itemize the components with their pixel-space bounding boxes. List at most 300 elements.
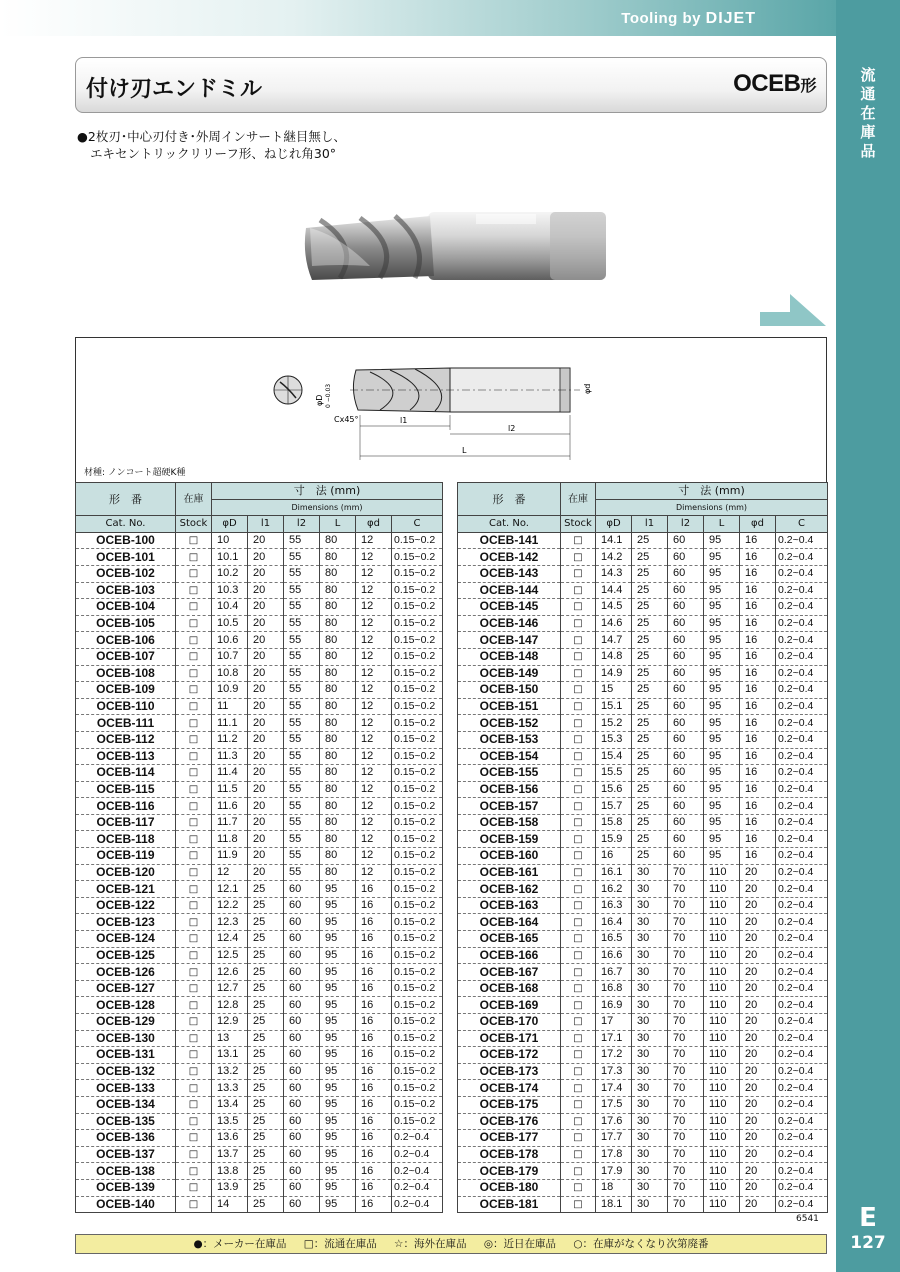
dim-l1: 30: [632, 1063, 668, 1080]
table-row: [458, 1146, 828, 1163]
cat-no: OCEB-148: [458, 648, 561, 665]
dim-l2: 70: [668, 1130, 704, 1147]
table-row: [76, 997, 443, 1014]
dim-L: 95: [704, 615, 740, 632]
dim-l1: 20: [248, 781, 284, 798]
stock-mark: □: [561, 1196, 596, 1213]
cat-no: OCEB-144: [458, 582, 561, 599]
dim-l2: 60: [284, 997, 320, 1014]
table-row: [458, 698, 828, 715]
l1-label: l1: [400, 416, 408, 425]
dim-l1: 30: [632, 897, 668, 914]
stock-mark: □: [561, 881, 596, 898]
stock-mark: □: [176, 881, 212, 898]
dim-D: 12.6: [212, 964, 248, 981]
dim-l1: 30: [632, 997, 668, 1014]
dim-l2: 70: [668, 1163, 704, 1180]
dim-C: 0.2~0.4: [776, 814, 828, 831]
dim-l2: 55: [284, 748, 320, 765]
dim-C: 0.15~0.2: [392, 1014, 443, 1031]
dim-l2: 60: [668, 682, 704, 699]
dim-D: 16.3: [596, 897, 632, 914]
dim-C: 0.2~0.4: [776, 1146, 828, 1163]
dim-D: 15: [596, 682, 632, 699]
dim-l2: 55: [284, 698, 320, 715]
dim-d: 16: [356, 931, 392, 948]
stock-mark: □: [176, 665, 212, 682]
cat-no: OCEB-152: [458, 715, 561, 732]
dim-l2: 60: [284, 1113, 320, 1130]
cat-no: OCEB-136: [76, 1130, 176, 1147]
stock-mark: □: [561, 947, 596, 964]
dim-l2: 60: [668, 648, 704, 665]
table-row: [458, 881, 828, 898]
stock-mark: □: [561, 715, 596, 732]
stock-mark: □: [176, 1179, 212, 1196]
dim-l1: 25: [632, 798, 668, 815]
dim-L: 95: [320, 1163, 356, 1180]
table-row: [76, 715, 443, 732]
cat-no: OCEB-134: [76, 1096, 176, 1113]
dim-D: 11: [212, 698, 248, 715]
dim-C: 0.15~0.2: [392, 814, 443, 831]
dim-l2: 60: [284, 1063, 320, 1080]
dim-D: 12.7: [212, 980, 248, 997]
stock-mark: □: [561, 731, 596, 748]
table-row: [458, 897, 828, 914]
dim-l1: 30: [632, 1163, 668, 1180]
dim-d: 16: [740, 665, 776, 682]
table-row: [76, 914, 443, 931]
dim-l1: 25: [632, 814, 668, 831]
dim-C: 0.2~0.4: [776, 731, 828, 748]
dim-D: 10.6: [212, 632, 248, 649]
dim-C: 0.2~0.4: [776, 1130, 828, 1147]
dim-l2: 55: [284, 565, 320, 582]
stock-mark: □: [176, 682, 212, 699]
stock-mark: □: [176, 814, 212, 831]
dim-C: 0.15~0.2: [392, 615, 443, 632]
table-row: [76, 964, 443, 981]
dim-d: 16: [356, 1047, 392, 1064]
dim-L: 80: [320, 549, 356, 566]
dim-D: 12.1: [212, 881, 248, 898]
stock-mark: □: [176, 1030, 212, 1047]
dim-l1: 25: [248, 947, 284, 964]
dim-C: 0.2~0.4: [776, 648, 828, 665]
dim-C: 0.2~0.4: [776, 615, 828, 632]
stock-mark: □: [176, 532, 212, 549]
dim-l1: 20: [248, 731, 284, 748]
cat-no: OCEB-166: [458, 947, 561, 964]
dim-d: 16: [740, 765, 776, 782]
cat-no: OCEB-124: [76, 931, 176, 948]
table-row: [76, 1014, 443, 1031]
table-row: [76, 599, 443, 616]
table-row: [76, 1113, 443, 1130]
dim-L: 95: [704, 715, 740, 732]
dim-C: 0.2~0.4: [776, 599, 828, 616]
table-row: [76, 1096, 443, 1113]
dim-C: 0.2~0.4: [776, 980, 828, 997]
dim-D: 16.5: [596, 931, 632, 948]
dim-C: 0.2~0.4: [776, 964, 828, 981]
stock-mark: □: [176, 1113, 212, 1130]
dim-l1: 30: [632, 1146, 668, 1163]
dim-l2: 60: [668, 814, 704, 831]
dim-d: 20: [740, 947, 776, 964]
table-row: [76, 532, 443, 549]
stock-mark: □: [176, 980, 212, 997]
stock-mark: □: [176, 1063, 212, 1080]
stock-legend: [75, 1234, 827, 1254]
dim-D: 14.8: [596, 648, 632, 665]
dim-d: 12: [356, 781, 392, 798]
cat-no: OCEB-123: [76, 914, 176, 931]
cat-no: OCEB-163: [458, 897, 561, 914]
dim-L: 95: [704, 848, 740, 865]
dim-d: 16: [740, 848, 776, 865]
dim-d: 16: [356, 1096, 392, 1113]
dim-l2: 70: [668, 1096, 704, 1113]
table-row: [458, 997, 828, 1014]
stock-mark: □: [561, 1146, 596, 1163]
dim-l1: 25: [632, 665, 668, 682]
dim-C: 0.2~0.4: [776, 1179, 828, 1196]
dim-d: 20: [740, 964, 776, 981]
table-row: [458, 665, 828, 682]
dim-C: 0.2~0.4: [776, 682, 828, 699]
table-row: [76, 947, 443, 964]
dim-l1: 25: [248, 1130, 284, 1147]
cat-no: OCEB-149: [458, 665, 561, 682]
cat-no: OCEB-122: [76, 897, 176, 914]
dim-l2: 70: [668, 881, 704, 898]
cat-no: OCEB-131: [76, 1047, 176, 1064]
dim-d: 16: [740, 632, 776, 649]
cat-no: OCEB-132: [76, 1063, 176, 1080]
dim-d: 16: [740, 615, 776, 632]
dim-d: 20: [740, 1196, 776, 1213]
dim-d: 20: [740, 1130, 776, 1147]
spec-table-right: [457, 482, 828, 1213]
stock-mark: □: [561, 1080, 596, 1097]
dim-l1: 20: [248, 715, 284, 732]
stock-mark: □: [176, 848, 212, 865]
dim-L: 95: [704, 648, 740, 665]
table-row: [458, 980, 828, 997]
table-row: [458, 1113, 828, 1130]
dim-d: 20: [740, 1146, 776, 1163]
dim-D: 17.3: [596, 1063, 632, 1080]
dim-D: 16.2: [596, 881, 632, 898]
dim-d: 12: [356, 682, 392, 699]
dim-D: 13.2: [212, 1063, 248, 1080]
dim-C: 0.15~0.2: [392, 947, 443, 964]
cat-no: OCEB-135: [76, 1113, 176, 1130]
cat-no: OCEB-133: [76, 1080, 176, 1097]
cat-no: OCEB-167: [458, 964, 561, 981]
table-row: [458, 731, 828, 748]
dim-l2: 60: [668, 615, 704, 632]
cat-no: OCEB-168: [458, 980, 561, 997]
stock-mark: □: [561, 931, 596, 948]
table-row: [458, 632, 828, 649]
table-row: [458, 565, 828, 582]
table-row: [458, 1130, 828, 1147]
dim-L: 95: [320, 997, 356, 1014]
dim-L: 110: [704, 1179, 740, 1196]
dim-l2: 60: [668, 665, 704, 682]
dim-C: 0.2~0.4: [776, 848, 828, 865]
table-row: [76, 1146, 443, 1163]
cat-no: OCEB-157: [458, 798, 561, 815]
header-stock-jp: 在庫: [176, 483, 212, 516]
stock-mark: □: [561, 682, 596, 699]
cat-no: OCEB-145: [458, 599, 561, 616]
dim-L: 80: [320, 565, 356, 582]
dim-l2: 70: [668, 897, 704, 914]
dim-L: 95: [320, 914, 356, 931]
dim-C: 0.2~0.4: [776, 947, 828, 964]
stock-mark: □: [176, 632, 212, 649]
dim-D: 14.4: [596, 582, 632, 599]
stock-mark: □: [561, 964, 596, 981]
dim-d: 20: [740, 980, 776, 997]
dim-l1: 25: [248, 1030, 284, 1047]
dim-C: 0.2~0.4: [392, 1130, 443, 1147]
stock-mark: □: [561, 1163, 596, 1180]
dim-L: 110: [704, 1146, 740, 1163]
table-row: [458, 947, 828, 964]
dim-L: 95: [320, 1196, 356, 1213]
stock-mark: □: [176, 599, 212, 616]
dim-l2: 55: [284, 814, 320, 831]
dim-C: 0.15~0.2: [392, 582, 443, 599]
dim-L: 95: [704, 781, 740, 798]
cat-no: OCEB-162: [458, 881, 561, 898]
dim-D: 16.7: [596, 964, 632, 981]
dim-l2: 60: [284, 897, 320, 914]
cat-no: OCEB-138: [76, 1163, 176, 1180]
dim-l2: 55: [284, 731, 320, 748]
header-D: φD: [596, 516, 632, 533]
table-row: [458, 1196, 828, 1213]
header-stock-en: Stock: [561, 516, 596, 533]
next-arrow-icon: [760, 294, 826, 326]
dim-L: 80: [320, 715, 356, 732]
cat-no: OCEB-155: [458, 765, 561, 782]
dim-d: 12: [356, 582, 392, 599]
dim-l1: 25: [632, 831, 668, 848]
table-row: [458, 615, 828, 632]
dim-l1: 25: [632, 599, 668, 616]
dim-l2: 55: [284, 798, 320, 815]
cat-no: OCEB-120: [76, 864, 176, 881]
stock-mark: □: [561, 831, 596, 848]
dim-C: 0.15~0.2: [392, 798, 443, 815]
dim-d: 16: [356, 1113, 392, 1130]
table-row: [76, 1163, 443, 1180]
cat-no: OCEB-106: [76, 632, 176, 649]
header-l1: l1: [248, 516, 284, 533]
dim-C: 0.2~0.4: [776, 632, 828, 649]
header-C: C: [392, 516, 443, 533]
cat-no: OCEB-170: [458, 1014, 561, 1031]
dim-d: 16: [740, 781, 776, 798]
table-row: [76, 582, 443, 599]
dim-C: 0.15~0.2: [392, 897, 443, 914]
dim-C: 0.2~0.4: [776, 765, 828, 782]
stock-mark: □: [561, 781, 596, 798]
cat-no: OCEB-146: [458, 615, 561, 632]
end-mill-photo: [300, 206, 610, 288]
dim-D: 13: [212, 1030, 248, 1047]
dim-l1: 25: [248, 997, 284, 1014]
dim-L: 95: [704, 665, 740, 682]
dim-l1: 20: [248, 814, 284, 831]
stock-mark: □: [176, 1163, 212, 1180]
dim-d: 16: [740, 798, 776, 815]
dim-D: 14.6: [596, 615, 632, 632]
dim-C: 0.2~0.4: [776, 748, 828, 765]
header-dims-jp: 寸 法 (mm): [596, 483, 828, 500]
dim-L: 110: [704, 881, 740, 898]
dim-l1: 30: [632, 1080, 668, 1097]
stock-mark: □: [176, 648, 212, 665]
dim-D: 17.5: [596, 1096, 632, 1113]
cat-no: OCEB-158: [458, 814, 561, 831]
dim-L: 95: [320, 980, 356, 997]
dim-D: 15.5: [596, 765, 632, 782]
dim-C: 0.15~0.2: [392, 698, 443, 715]
dim-d: 16: [356, 964, 392, 981]
dim-C: 0.2~0.4: [776, 997, 828, 1014]
dim-L: 95: [320, 947, 356, 964]
cat-no: OCEB-156: [458, 781, 561, 798]
dim-l1: 30: [632, 980, 668, 997]
dim-l2: 70: [668, 1146, 704, 1163]
dim-d: 16: [356, 1014, 392, 1031]
dim-d: 16: [356, 881, 392, 898]
dim-D: 13.9: [212, 1179, 248, 1196]
table-row: [458, 1063, 828, 1080]
dim-D: 11.1: [212, 715, 248, 732]
cat-no: OCEB-121: [76, 881, 176, 898]
dim-l2: 60: [668, 599, 704, 616]
header-stock-jp: 在庫: [561, 483, 596, 516]
dim-D: 10.9: [212, 682, 248, 699]
stock-mark: □: [561, 1130, 596, 1147]
chamfer-label: Cx45°: [334, 415, 359, 424]
dim-d: 12: [356, 599, 392, 616]
page-title: 付け刃エンドミル: [86, 77, 263, 102]
dim-L: 95: [704, 698, 740, 715]
table-row: [76, 731, 443, 748]
dim-C: 0.15~0.2: [392, 532, 443, 549]
dim-l1: 30: [632, 1113, 668, 1130]
stock-mark: □: [176, 1080, 212, 1097]
dim-l1: 25: [632, 615, 668, 632]
dim-l1: 25: [248, 931, 284, 948]
header-model-jp: 形 番: [76, 483, 176, 516]
cat-no: OCEB-116: [76, 798, 176, 815]
dim-l2: 60: [284, 1163, 320, 1180]
table-row: [76, 831, 443, 848]
stock-mark: □: [176, 698, 212, 715]
table-row: [458, 781, 828, 798]
table-row: [76, 864, 443, 881]
dim-D: 14: [212, 1196, 248, 1213]
dim-l1: 20: [248, 798, 284, 815]
dim-C: 0.15~0.2: [392, 549, 443, 566]
dim-C: 0.15~0.2: [392, 731, 443, 748]
dim-d: 16: [740, 715, 776, 732]
dim-C: 0.2~0.4: [776, 781, 828, 798]
dim-C: 0.15~0.2: [392, 864, 443, 881]
dim-C: 0.15~0.2: [392, 831, 443, 848]
cat-no: OCEB-175: [458, 1096, 561, 1113]
dim-D: 12.5: [212, 947, 248, 964]
description-line-1: ●2枚刃･中心刃付き･外周インサート継目無し、: [77, 129, 346, 144]
dim-d: 20: [740, 1080, 776, 1097]
dim-d: 16: [356, 1163, 392, 1180]
stock-mark: □: [176, 831, 212, 848]
dim-d: 16: [740, 682, 776, 699]
stock-mark: □: [176, 781, 212, 798]
dim-D: 15.1: [596, 698, 632, 715]
cat-no: OCEB-102: [76, 565, 176, 582]
table-row: [458, 748, 828, 765]
dim-L: 80: [320, 665, 356, 682]
page-number: 127: [850, 1233, 886, 1253]
dim-C: 0.15~0.2: [392, 1030, 443, 1047]
table-row: [76, 765, 443, 782]
stock-mark: □: [176, 615, 212, 632]
stock-mark: □: [561, 1063, 596, 1080]
spec-table-left: [75, 482, 443, 1213]
dim-D: 10.4: [212, 599, 248, 616]
dim-l2: 60: [284, 1130, 320, 1147]
dim-l1: 25: [248, 980, 284, 997]
cat-no: OCEB-129: [76, 1014, 176, 1031]
cat-no: OCEB-142: [458, 549, 561, 566]
dim-L: 80: [320, 831, 356, 848]
dim-D: 18: [596, 1179, 632, 1196]
dim-l2: 60: [668, 632, 704, 649]
dim-L: 95: [320, 897, 356, 914]
stock-mark: □: [561, 532, 596, 549]
dim-D: 11.9: [212, 848, 248, 865]
cat-no: OCEB-176: [458, 1113, 561, 1130]
table-row: [458, 532, 828, 549]
table-row: [458, 1014, 828, 1031]
dim-l1: 20: [248, 615, 284, 632]
L-label: L: [462, 446, 467, 455]
dim-l1: 30: [632, 1196, 668, 1213]
stock-mark: □: [176, 748, 212, 765]
dim-D: 17.4: [596, 1080, 632, 1097]
dim-C: 0.2~0.4: [392, 1179, 443, 1196]
stock-mark: □: [176, 931, 212, 948]
stock-mark: □: [176, 1014, 212, 1031]
dim-D: 10.8: [212, 665, 248, 682]
dim-l2: 60: [668, 765, 704, 782]
dim-D: 15.9: [596, 831, 632, 848]
stock-mark: □: [176, 964, 212, 981]
dim-l1: 30: [632, 1047, 668, 1064]
dim-d: 12: [356, 814, 392, 831]
